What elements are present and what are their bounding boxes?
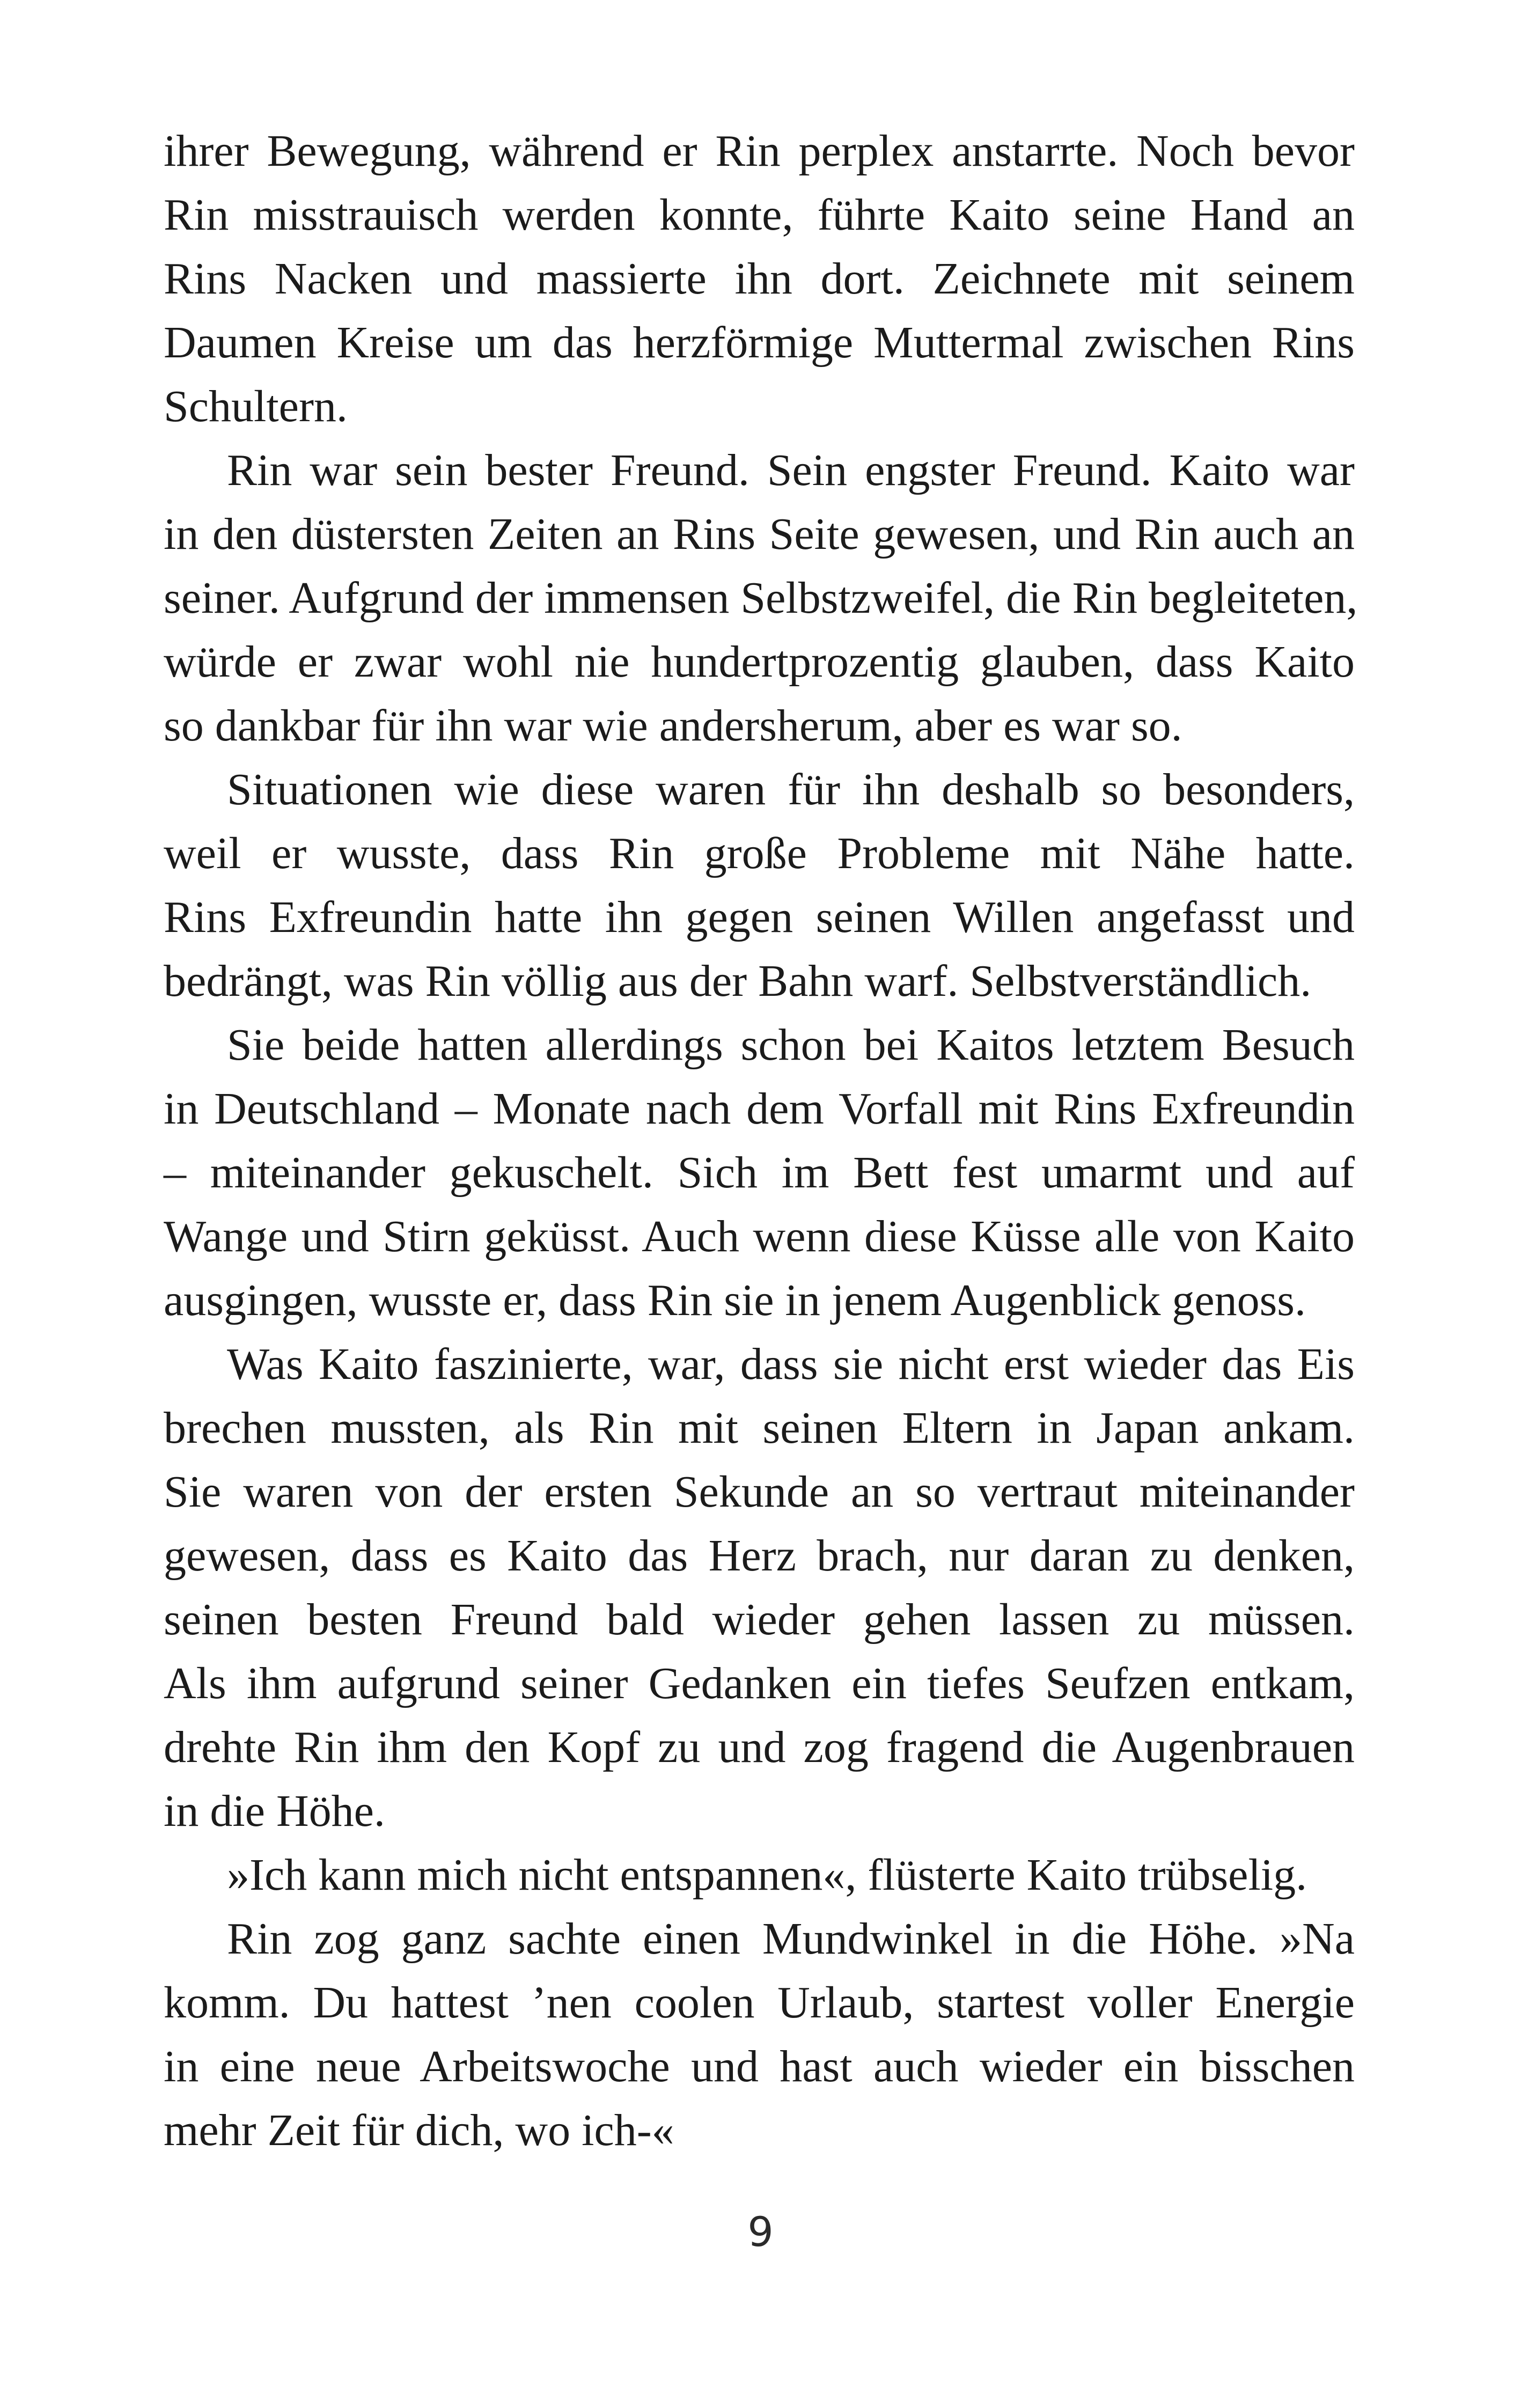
- text-line: Schultern.: [164, 381, 348, 431]
- book-page-body: [164, 119, 1358, 2162]
- text-line: komm. Du hattest ’nen coolen Urlaub, startest voller Energie: [164, 1978, 1355, 2028]
- text-line: brechen mussten, als Rin mit seinen Eltern in Japan ankam.: [164, 1403, 1355, 1453]
- text-line: Situationen wie diese waren für ihn deshalb so besonders,: [227, 765, 1355, 814]
- page-number: 9: [747, 2208, 774, 2256]
- text-line: Was Kaito faszinierte, war, dass sie nicht erst wieder das Eis: [227, 1339, 1355, 1389]
- text-line: mehr Zeit für dich, wo ich-«: [164, 2105, 674, 2155]
- text-line: bedrängt, was Rin völlig aus der Bahn warf. Selbstverständlich.: [164, 956, 1312, 1006]
- text-line: Sie beide hatten allerdings schon bei Kaitos letztem Besuch: [227, 1020, 1355, 1070]
- paragraph: [164, 119, 1355, 438]
- text-line: seinen besten Freund bald wieder gehen lassen zu müssen.: [164, 1595, 1355, 1645]
- text-line: Rin zog ganz sachte einen Mundwinkel in die Höhe. »Na: [227, 1914, 1355, 1964]
- text-line: Rins Exfreundin hatte ihn gegen seinen Willen angefasst und: [164, 892, 1355, 942]
- paragraph: [164, 1843, 1355, 1907]
- text-line: in eine neue Arbeitswoche und hast auch wieder ein bisschen: [164, 2042, 1355, 2091]
- text-line: – miteinander gekuschelt. Sich im Bett fest umarmt und auf: [164, 1148, 1355, 1198]
- text-line: in Deutschland – Monate nach dem Vorfall mit Rins Exfreundin: [164, 1084, 1355, 1134]
- text-line: Rin war sein bester Freund. Sein engster Freund. Kaito war: [227, 445, 1355, 495]
- text-line: seiner. Aufgrund der immensen Selbstzweifel, die Rin begleiteten,: [164, 573, 1358, 623]
- text-line: Daumen Kreise um das herzförmige Muttermal zwischen Rins: [164, 318, 1355, 368]
- text-line: Rin misstrauisch werden konnte, führte Kaito seine Hand an: [164, 190, 1355, 240]
- text-line: Sie waren von der ersten Sekunde an so vertraut miteinander: [164, 1467, 1355, 1517]
- text-line: in die Höhe.: [164, 1786, 385, 1836]
- paragraph: [164, 1907, 1355, 2162]
- text-line: ausgingen, wusste er, dass Rin sie in jenem Augenblick genoss.: [164, 1275, 1306, 1325]
- text-line: ihrer Bewegung, während er Rin perplex anstarrte. Noch bevor: [164, 126, 1355, 176]
- text-line: drehte Rin ihm den Kopf zu und zog fragend die Augenbrauen: [164, 1722, 1355, 1772]
- text-line: in den düstersten Zeiten an Rins Seite gewesen, und Rin auch an: [164, 509, 1355, 559]
- text-line: Wange und Stirn geküsst. Auch wenn diese Küsse alle von Kaito: [164, 1212, 1355, 1261]
- paragraph: [164, 438, 1358, 758]
- paragraph: [164, 758, 1355, 1013]
- paragraph: [164, 1332, 1355, 1843]
- text-line: Rins Nacken und massierte ihn dort. Zeichnete mit seinem: [164, 254, 1355, 304]
- text-line: würde er zwar wohl nie hundertprozentig glauben, dass Kaito: [164, 637, 1355, 687]
- text-line: so dankbar für ihn war wie andersherum, aber es war so.: [164, 701, 1182, 751]
- text-line: Als ihm aufgrund seiner Gedanken ein tiefes Seufzen entkam,: [164, 1658, 1355, 1708]
- text-line: weil er wusste, dass Rin große Probleme mit Nähe hatte.: [164, 828, 1355, 878]
- paragraph: [164, 1013, 1355, 1332]
- text-line: gewesen, dass es Kaito das Herz brach, nur daran zu denken,: [164, 1531, 1355, 1581]
- text-line: »Ich kann mich nicht entspannen«, flüsterte Kaito trübselig.: [227, 1850, 1307, 1900]
